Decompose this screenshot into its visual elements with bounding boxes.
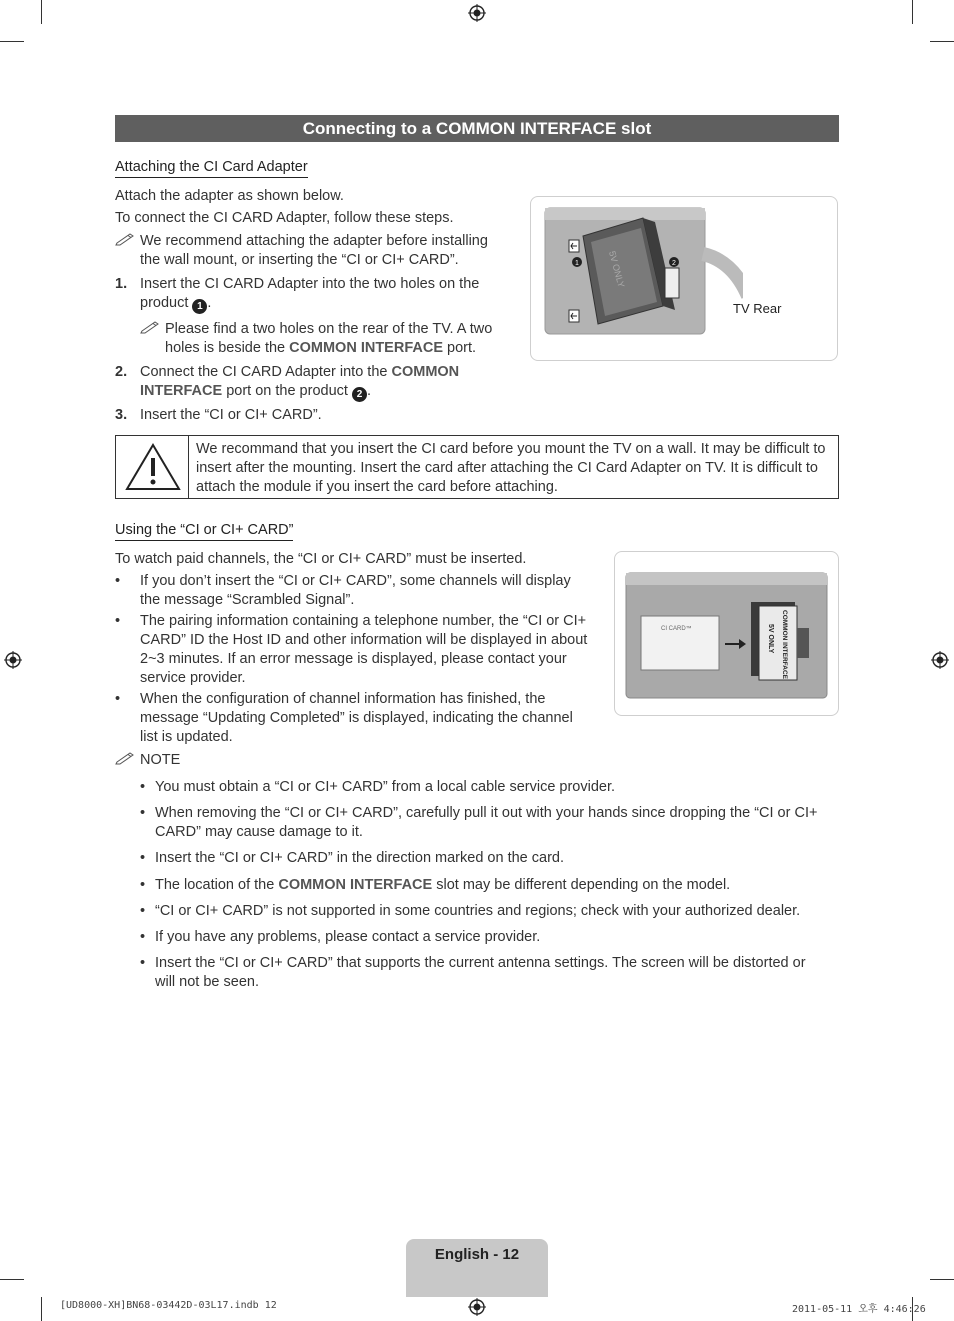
section-heading-using: Using the “CI or CI+ CARD” [115,522,293,541]
note-text: We recommend attaching the adapter before installing [140,233,488,249]
intro-text: To connect the CI CARD Adapter, follow these steps. [115,210,454,226]
warning-text: insert after the mounting. Insert the card after attaching the CI Card Adapter on TV. It is difficult to [196,460,818,476]
note-item: When removing the “CI or CI+ CARD”, carefully pull it out with your hands since dropping the “CI or CI+ [155,805,818,821]
step-marker-1: 1 [192,299,207,314]
print-slug-right: 2011-05-11 오후 4:46:26 [792,1304,926,1315]
crop-mark [930,1279,954,1280]
crop-mark [0,1279,24,1280]
note-item: “CI or CI+ CARD” is not supported in some countries and regions; check with your authorized dealer. [155,903,801,919]
note-item: You must obtain a “CI or CI+ CARD” from a local cable service provider. [155,779,616,795]
bullet-dot: • [115,613,121,629]
note-item: If you have any problems, please contact a service provider. [155,929,541,945]
step-text: Insert the CI CARD Adapter into the two holes on the [140,276,480,292]
note-item [155,876,730,895]
registration-mark-icon [4,651,22,669]
bullet-text: CARD” ID the Host ID and other information will be displayed in about [140,632,588,648]
tv-rear-illustration [543,206,743,336]
bullet-text: service provider. [140,670,246,686]
adapter-label: 5V ONLY [607,249,627,289]
registration-mark-icon [468,1298,486,1316]
bullet-dot: • [140,850,146,866]
note-item-part: slot may be different depending on the model. [436,877,731,893]
step-text: Insert the “CI or CI+ CARD”. [140,407,322,423]
crop-mark [930,41,954,42]
note-text: the wall mount, or inserting the “CI or CI+ CARD”. [140,252,459,268]
crop-mark [41,1297,42,1321]
bullet-text: The pairing information containing a telephone number, the “CI or CI+ [140,613,587,629]
figure-marker-1: 1 [575,260,579,267]
warning-triangle-icon [125,442,181,492]
section-heading-attaching: Attaching the CI Card Adapter [115,159,308,178]
crop-mark [41,0,42,24]
intro-text: To watch paid channels, the “CI or CI+ CARD” must be inserted. [115,551,527,567]
bullet-dot: • [140,955,146,971]
step-number: 2. [115,364,128,380]
warning-divider [188,436,189,498]
bullet-text: list is updated. [140,729,233,745]
slot-sub-label: 5V ONLY [767,624,774,654]
step-text-part: product [140,295,189,311]
step-marker-2: 2 [352,387,367,402]
note-item: Insert the “CI or CI+ CARD” that supports the current antenna settings. The screen will be distorted or [155,955,806,971]
bullet-dot: • [115,691,121,707]
bullet-dot: • [140,779,146,795]
bullet-text: If you don’t insert the “CI or CI+ CARD”, some channels will display [140,573,571,589]
step-text-bold: COMMON [391,364,460,380]
bullet-text: 2~3 minutes. If an error message is displayed, please contact your [140,651,567,667]
pencil-note-icon [115,751,135,765]
print-slug-left: [UD8000-XH]BN68-03442D-03L17.indb 12 [60,1300,277,1311]
note-item-bold: COMMON INTERFACE [278,877,433,893]
step-text: product 1 . [140,295,212,312]
bullet-dot: • [115,573,121,589]
warning-text: attach the module if you insert the card before attaching. [196,479,558,495]
step-note-bold: COMMON INTERFACE [289,340,443,356]
step-text [140,363,459,382]
warning-box [115,435,839,499]
note-item: Insert the “CI or CI+ CARD” in the direction marked on the card. [155,850,564,866]
step-text-bold: INTERFACE [140,383,223,399]
pencil-note-icon [115,232,135,246]
step-text-part: port on the product [226,383,348,399]
intro-text: Attach the adapter as shown below. [115,188,344,204]
step-text-part: Connect the CI CARD Adapter into the [140,364,388,380]
bullet-dot: • [140,877,146,893]
ci-card-figure [614,551,839,716]
bullet-dot: • [140,805,146,821]
warning-text: We recommand that you insert the CI card before you mount the TV on a wall. It may be difficult to [196,441,826,457]
step-note-text: Please find a two holes on the rear of the TV. A two [165,321,493,337]
step-note-part: holes is beside the [165,340,286,356]
figure-marker-2: 2 [672,260,676,267]
crop-mark [0,41,24,42]
registration-mark-icon [468,4,486,22]
tv-rear-figure [530,196,838,361]
step-note-part: port. [447,340,477,356]
ci-card-illustration [625,572,828,699]
page-number-label: English - 12 [434,1246,520,1263]
crop-mark [912,0,913,24]
page-title: Connecting to a COMMON INTERFACE slot [115,115,839,142]
slot-label: COMMON INTERFACE [781,610,788,679]
step-number: 1. [115,276,128,292]
tv-rear-label: TV Rear [733,301,782,316]
step-number: 3. [115,407,128,423]
pencil-note-icon [140,320,160,334]
ci-card-label: CI CARD™ [661,626,692,632]
bullet-text: When the configuration of channel information has finished, the [140,691,546,707]
bullet-text: message “Updating Completed” is displayed, indicating the channel [140,710,573,726]
note-label: NOTE [140,752,181,768]
step-text: INTERFACE port on the product 2 . [140,383,371,400]
registration-mark-icon [931,651,949,669]
note-item: CARD” may cause damage to it. [155,824,363,840]
note-item-part: The location of the [155,877,275,893]
bullet-dot: • [140,903,146,919]
step-note-text [165,339,476,358]
bullet-text: the message “Scrambled Signal”. [140,592,355,608]
note-item: will not be seen. [155,974,259,990]
bullet-dot: • [140,929,146,945]
